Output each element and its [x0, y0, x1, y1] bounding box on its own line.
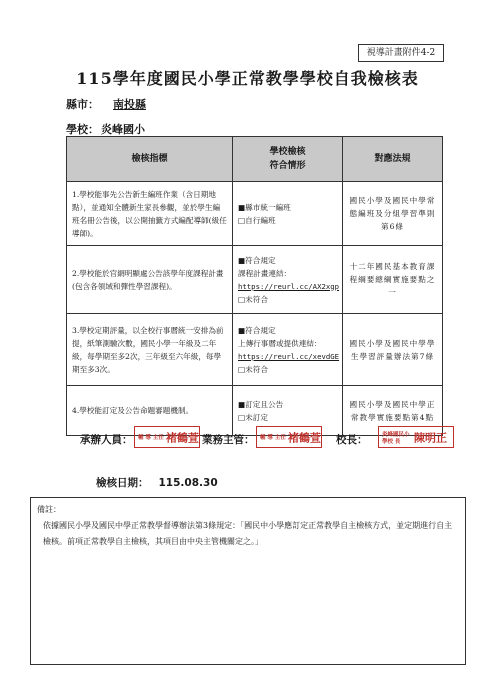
row3-indicator: 3.學校定期評量，以全校行事曆統一安排為前提，紙筆測驗次數，國民小學一年級及二年級，每學期至多2次，三年級至六年級，每學期至多3次。 [67, 314, 233, 386]
header-check-line1: 學校檢核 [269, 147, 306, 157]
school-value: 炎峰國小 [101, 123, 145, 136]
row3-option-not-comply[interactable]: □未符合 [238, 364, 268, 374]
header-law: 對應法規 [343, 137, 443, 182]
page-title: 115學年度國民小學正常教學學校自我檢核表 [76, 69, 419, 88]
row1-option-2[interactable]: □自行編班 [238, 215, 276, 225]
undertaker-stamp-name: 褚鶴萱 [165, 431, 199, 445]
row3-link-label: 上傳行事曆或提供連結： [238, 338, 322, 348]
principal-stamp [378, 426, 454, 448]
row2-option-comply[interactable]: ■符合規定 [238, 255, 276, 265]
row4-option-2[interactable]: □未訂定 [238, 412, 268, 422]
header-indicator: 檢核指標 [67, 137, 233, 182]
row2-check [233, 246, 343, 314]
attachment-label: 視導計畫附件4-2 [358, 44, 444, 62]
notes-box [30, 497, 466, 665]
row2-url-link[interactable]: https://reurl.cc/AX2xgp [238, 281, 340, 291]
row2-indicator: 2.學校能於官網明顯處公告該學年度課程計畫(包含各領域和彈性學習課程)。 [67, 246, 233, 314]
row4-option-1[interactable]: ■訂定且公告 [238, 399, 284, 409]
row1-indicator: 1.學校能事先公告新生編班作業（含日期地點），並通知全體新生家長參觀，並於學生編班名冊公告後，以公開抽籤方式編配導師(級任導師)。 [67, 182, 233, 246]
school-line [66, 121, 145, 137]
row3-check [233, 314, 343, 386]
row1-option-1[interactable]: ■縣市統一編班 [238, 202, 291, 212]
principal-stamp-name: 陳明正 [414, 431, 447, 445]
county-label: 縣市： [66, 98, 99, 111]
row2-law: 十二年國民基本教育課程綱要總綱實施要點之一 [343, 246, 443, 314]
principal-label: 校長： [336, 434, 368, 446]
row4-law: 國民小學及國民中學正常教學實施要點第4點 [343, 386, 443, 436]
principal-stamp-title: 炎峰國民小學校 長 [382, 432, 410, 445]
supervisor-label: 業務主管： [202, 434, 255, 446]
county-line [66, 96, 146, 112]
school-label: 學校： [66, 123, 99, 136]
row3-url-link[interactable]: https://reurl.cc/xevdGE [238, 351, 340, 361]
check-date-label: 檢核日期： [96, 477, 149, 489]
supervisor-stamp [256, 426, 322, 448]
undertaker-stamp [134, 426, 200, 448]
row3-law: 國民小學及國民中學學生學習評量辦法第7條 [343, 314, 443, 386]
header-check-line2: 符合情形 [269, 161, 306, 171]
row2-link-label: 課程計畫連結： [238, 268, 292, 278]
notes-body: 依據國民小學及國民中學正常教學督導辦法第3條規定：「國民中小學應訂定正常教學自主檢核方式，並定期進行自主檢核。前項正常教學自主檢核，其項目由中央主管機關定之。」 [43, 521, 453, 546]
row2-option-not-comply[interactable]: □未符合 [238, 294, 268, 304]
row3-option-comply[interactable]: ■符合規定 [238, 325, 276, 335]
row1-law: 國民小學及國民中學常態編班及分組學習準則第6條 [343, 182, 443, 246]
row1-check [233, 182, 343, 246]
table-header-row [67, 137, 443, 182]
table-row [67, 182, 443, 246]
table-row [67, 246, 443, 314]
undertaker-stamp-title: 輔 導 主任 [138, 435, 164, 442]
notes-heading: 備註： [37, 505, 61, 514]
check-date [96, 475, 218, 490]
row4-indicator: 4.學校能訂定及公告命題審題機制。 [67, 386, 233, 436]
check-date-value: 115.08.30 [158, 477, 218, 489]
table-row [67, 314, 443, 386]
checklist-table [66, 136, 443, 436]
undertaker-label: 承辦人員： [80, 434, 133, 446]
supervisor-stamp-name: 褚鶴萱 [287, 431, 321, 445]
header-check [233, 137, 343, 182]
county-value: 南投縣 [113, 98, 146, 111]
supervisor-stamp-title: 輔 導 主任 [260, 435, 286, 442]
